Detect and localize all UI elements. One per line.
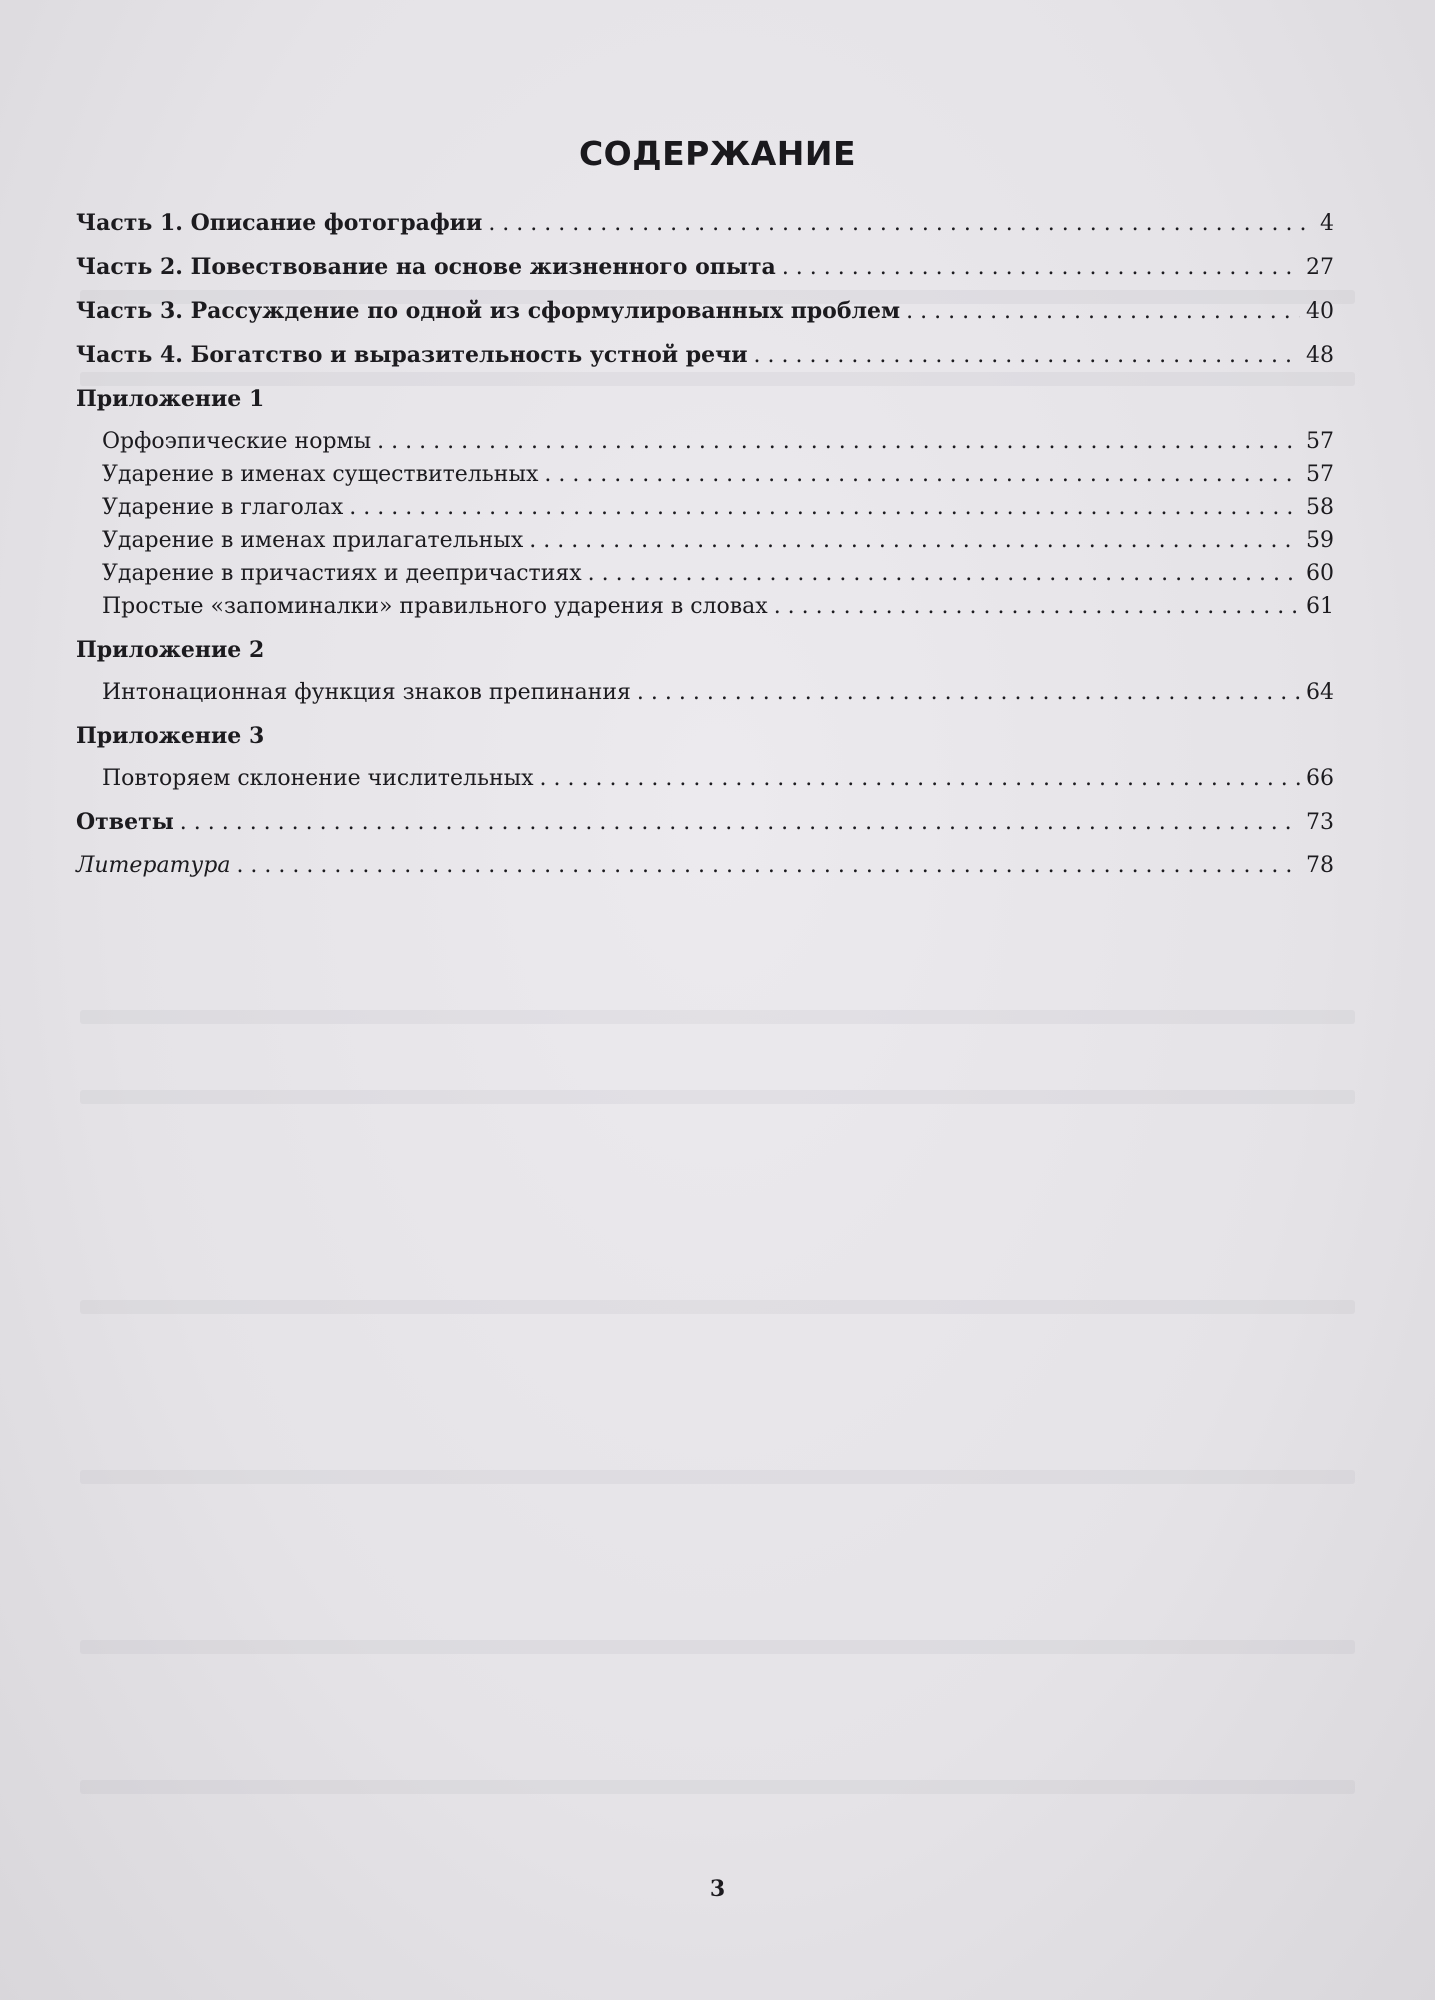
toc-entry-part-3 bbox=[76, 297, 1334, 326]
toc-entry-label: Интонационная функция знаков препинания bbox=[102, 680, 631, 705]
leader-dots bbox=[782, 254, 1300, 282]
table-of-contents bbox=[76, 200, 1334, 880]
leader-dots bbox=[637, 679, 1300, 707]
toc-entry-page: 66 bbox=[1306, 766, 1334, 791]
toc-entry-label: Часть 3. Рассуждение по одной из сформулированных проблем bbox=[76, 298, 901, 324]
toc-entry-label: Ударение в именах существительных bbox=[102, 462, 539, 487]
toc-entry-label: Ударение в причастиях и деепричастиях bbox=[102, 561, 582, 586]
page-title: СОДЕРЖАНИЕ bbox=[578, 134, 857, 173]
toc-entry-page: 4 bbox=[1320, 211, 1334, 236]
leader-dots bbox=[540, 765, 1300, 793]
bleed-through-line bbox=[80, 1010, 1355, 1024]
leader-dots bbox=[377, 428, 1300, 456]
toc-entry-page: 64 bbox=[1306, 680, 1334, 705]
toc-entry-label: Часть 1. Описание фотографии bbox=[76, 210, 483, 236]
leader-dots bbox=[774, 593, 1300, 621]
toc-entry-page: 61 bbox=[1306, 594, 1334, 619]
appendix-1-heading: Приложение 1 bbox=[76, 386, 265, 412]
toc-entry-label: Орфоэпические нормы bbox=[102, 429, 372, 454]
toc-entry-literature bbox=[76, 852, 1334, 880]
appendix-3-heading: Приложение 3 bbox=[76, 723, 265, 749]
leader-dots bbox=[544, 461, 1300, 489]
toc-entry-appendix-1-item bbox=[76, 494, 1334, 522]
leader-dots bbox=[236, 852, 1300, 880]
toc-entry-answers bbox=[76, 808, 1334, 837]
leader-dots bbox=[180, 809, 1300, 837]
bleed-through-line bbox=[80, 1470, 1355, 1484]
leader-dots bbox=[349, 494, 1300, 522]
leader-dots bbox=[488, 210, 1314, 238]
toc-entry-page: 57 bbox=[1306, 429, 1334, 454]
toc-entry-page: 27 bbox=[1306, 255, 1334, 280]
toc-entry-appendix-1-item bbox=[76, 593, 1334, 621]
toc-entry-part-2 bbox=[76, 253, 1334, 282]
toc-entry-page: 60 bbox=[1306, 561, 1334, 586]
bleed-through-line bbox=[80, 1780, 1355, 1794]
toc-entry-page: 40 bbox=[1306, 299, 1334, 324]
toc-entry-part-4 bbox=[76, 341, 1334, 370]
bleed-through-line bbox=[80, 1090, 1355, 1104]
toc-entry-label: Повторяем склонение числительных bbox=[102, 766, 534, 791]
toc-entry-page: 59 bbox=[1306, 528, 1334, 553]
toc-entry-appendix-1-item bbox=[76, 428, 1334, 456]
toc-entry-page: 48 bbox=[1306, 343, 1334, 368]
toc-entry-label: Часть 2. Повествование на основе жизненного опыта bbox=[76, 254, 776, 280]
leader-dots bbox=[588, 560, 1300, 588]
bleed-through-line bbox=[80, 1640, 1355, 1654]
toc-entry-label: Ответы bbox=[76, 809, 174, 835]
toc-entry-appendix-1-item bbox=[76, 461, 1334, 489]
toc-entry-appendix-1-item bbox=[76, 527, 1334, 555]
appendix-2-heading: Приложение 2 bbox=[76, 637, 265, 663]
page-number: 3 bbox=[709, 1876, 726, 1902]
toc-entry-label: Литература bbox=[76, 853, 231, 878]
toc-entry-page: 57 bbox=[1306, 462, 1334, 487]
toc-entry-label: Часть 4. Богатство и выразительность устной речи bbox=[76, 342, 748, 368]
bleed-through-line bbox=[80, 1300, 1355, 1314]
leader-dots bbox=[906, 298, 1300, 326]
toc-entry-label: Ударение в именах прилагательных bbox=[102, 528, 524, 553]
leader-dots bbox=[754, 342, 1300, 370]
toc-entry-page: 73 bbox=[1306, 810, 1334, 835]
toc-entry-page: 58 bbox=[1306, 495, 1334, 520]
toc-entry-appendix-1-item bbox=[76, 560, 1334, 588]
toc-entry-label: Ударение в глаголах bbox=[102, 495, 344, 520]
toc-entry-page: 78 bbox=[1306, 853, 1334, 878]
toc-entry-label: Простые «запоминалки» правильного ударения в словах bbox=[102, 594, 768, 619]
leader-dots bbox=[529, 527, 1300, 555]
toc-entry-part-1 bbox=[76, 209, 1334, 238]
toc-entry-appendix-3-item bbox=[76, 765, 1334, 793]
toc-entry-appendix-2-item bbox=[76, 679, 1334, 707]
